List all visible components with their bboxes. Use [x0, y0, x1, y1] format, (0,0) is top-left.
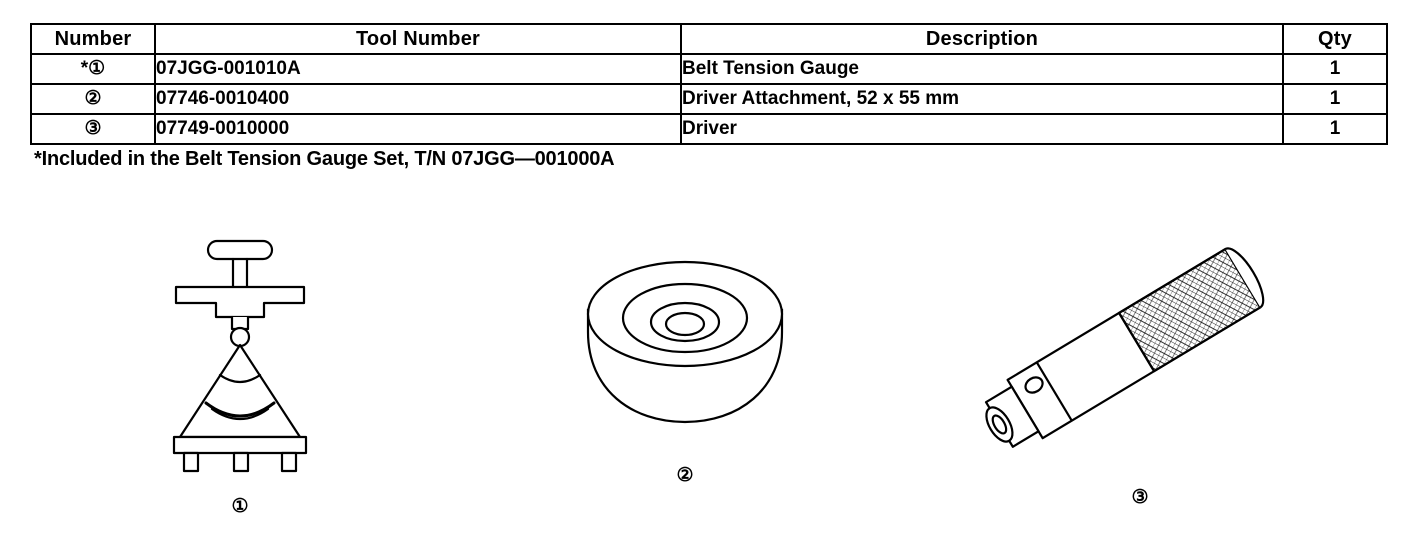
figure-driver	[930, 210, 1350, 509]
figure-caption: ①	[231, 496, 249, 517]
cell-description: Belt Tension Gauge	[681, 54, 1283, 84]
footnote-text: *Included in the Belt Tension Gauge Set, T/N 07JGG—001000A	[34, 148, 615, 170]
column-header-qty: Qty	[1283, 24, 1387, 54]
cell-description: Driver	[681, 114, 1283, 144]
column-header-description: Description	[681, 24, 1283, 54]
figure-driver-attachment	[560, 240, 810, 487]
figures-area	[0, 200, 1408, 548]
cell-description: Driver Attachment, 52 x 55 mm	[681, 84, 1283, 114]
cell-number: ②	[31, 84, 155, 114]
figure-caption: ③	[1131, 487, 1149, 508]
tools-table	[30, 23, 1388, 145]
table-header-row	[31, 24, 1387, 54]
table-row	[31, 84, 1387, 114]
table-row	[31, 114, 1387, 144]
table-row	[31, 54, 1387, 84]
cell-number: *①	[31, 54, 155, 84]
belt-tension-gauge-icon	[140, 225, 340, 485]
figure-belt-tension-gauge	[120, 225, 360, 518]
cell-tool-number: 07746-0010400	[155, 84, 681, 114]
cell-tool-number: 07749-0010000	[155, 114, 681, 144]
table-header	[31, 24, 1387, 54]
column-header-number: Number	[31, 24, 155, 54]
cell-qty: 1	[1283, 54, 1387, 84]
driver-attachment-icon	[570, 240, 800, 450]
table-body	[31, 54, 1387, 144]
cell-tool-number: 07JGG-001010A	[155, 54, 681, 84]
cell-number: ③	[31, 114, 155, 144]
cell-qty: 1	[1283, 114, 1387, 144]
driver-icon	[930, 210, 1350, 480]
cell-qty: 1	[1283, 84, 1387, 114]
column-header-tool-number: Tool Number	[155, 24, 681, 54]
figure-caption: ②	[676, 465, 694, 486]
